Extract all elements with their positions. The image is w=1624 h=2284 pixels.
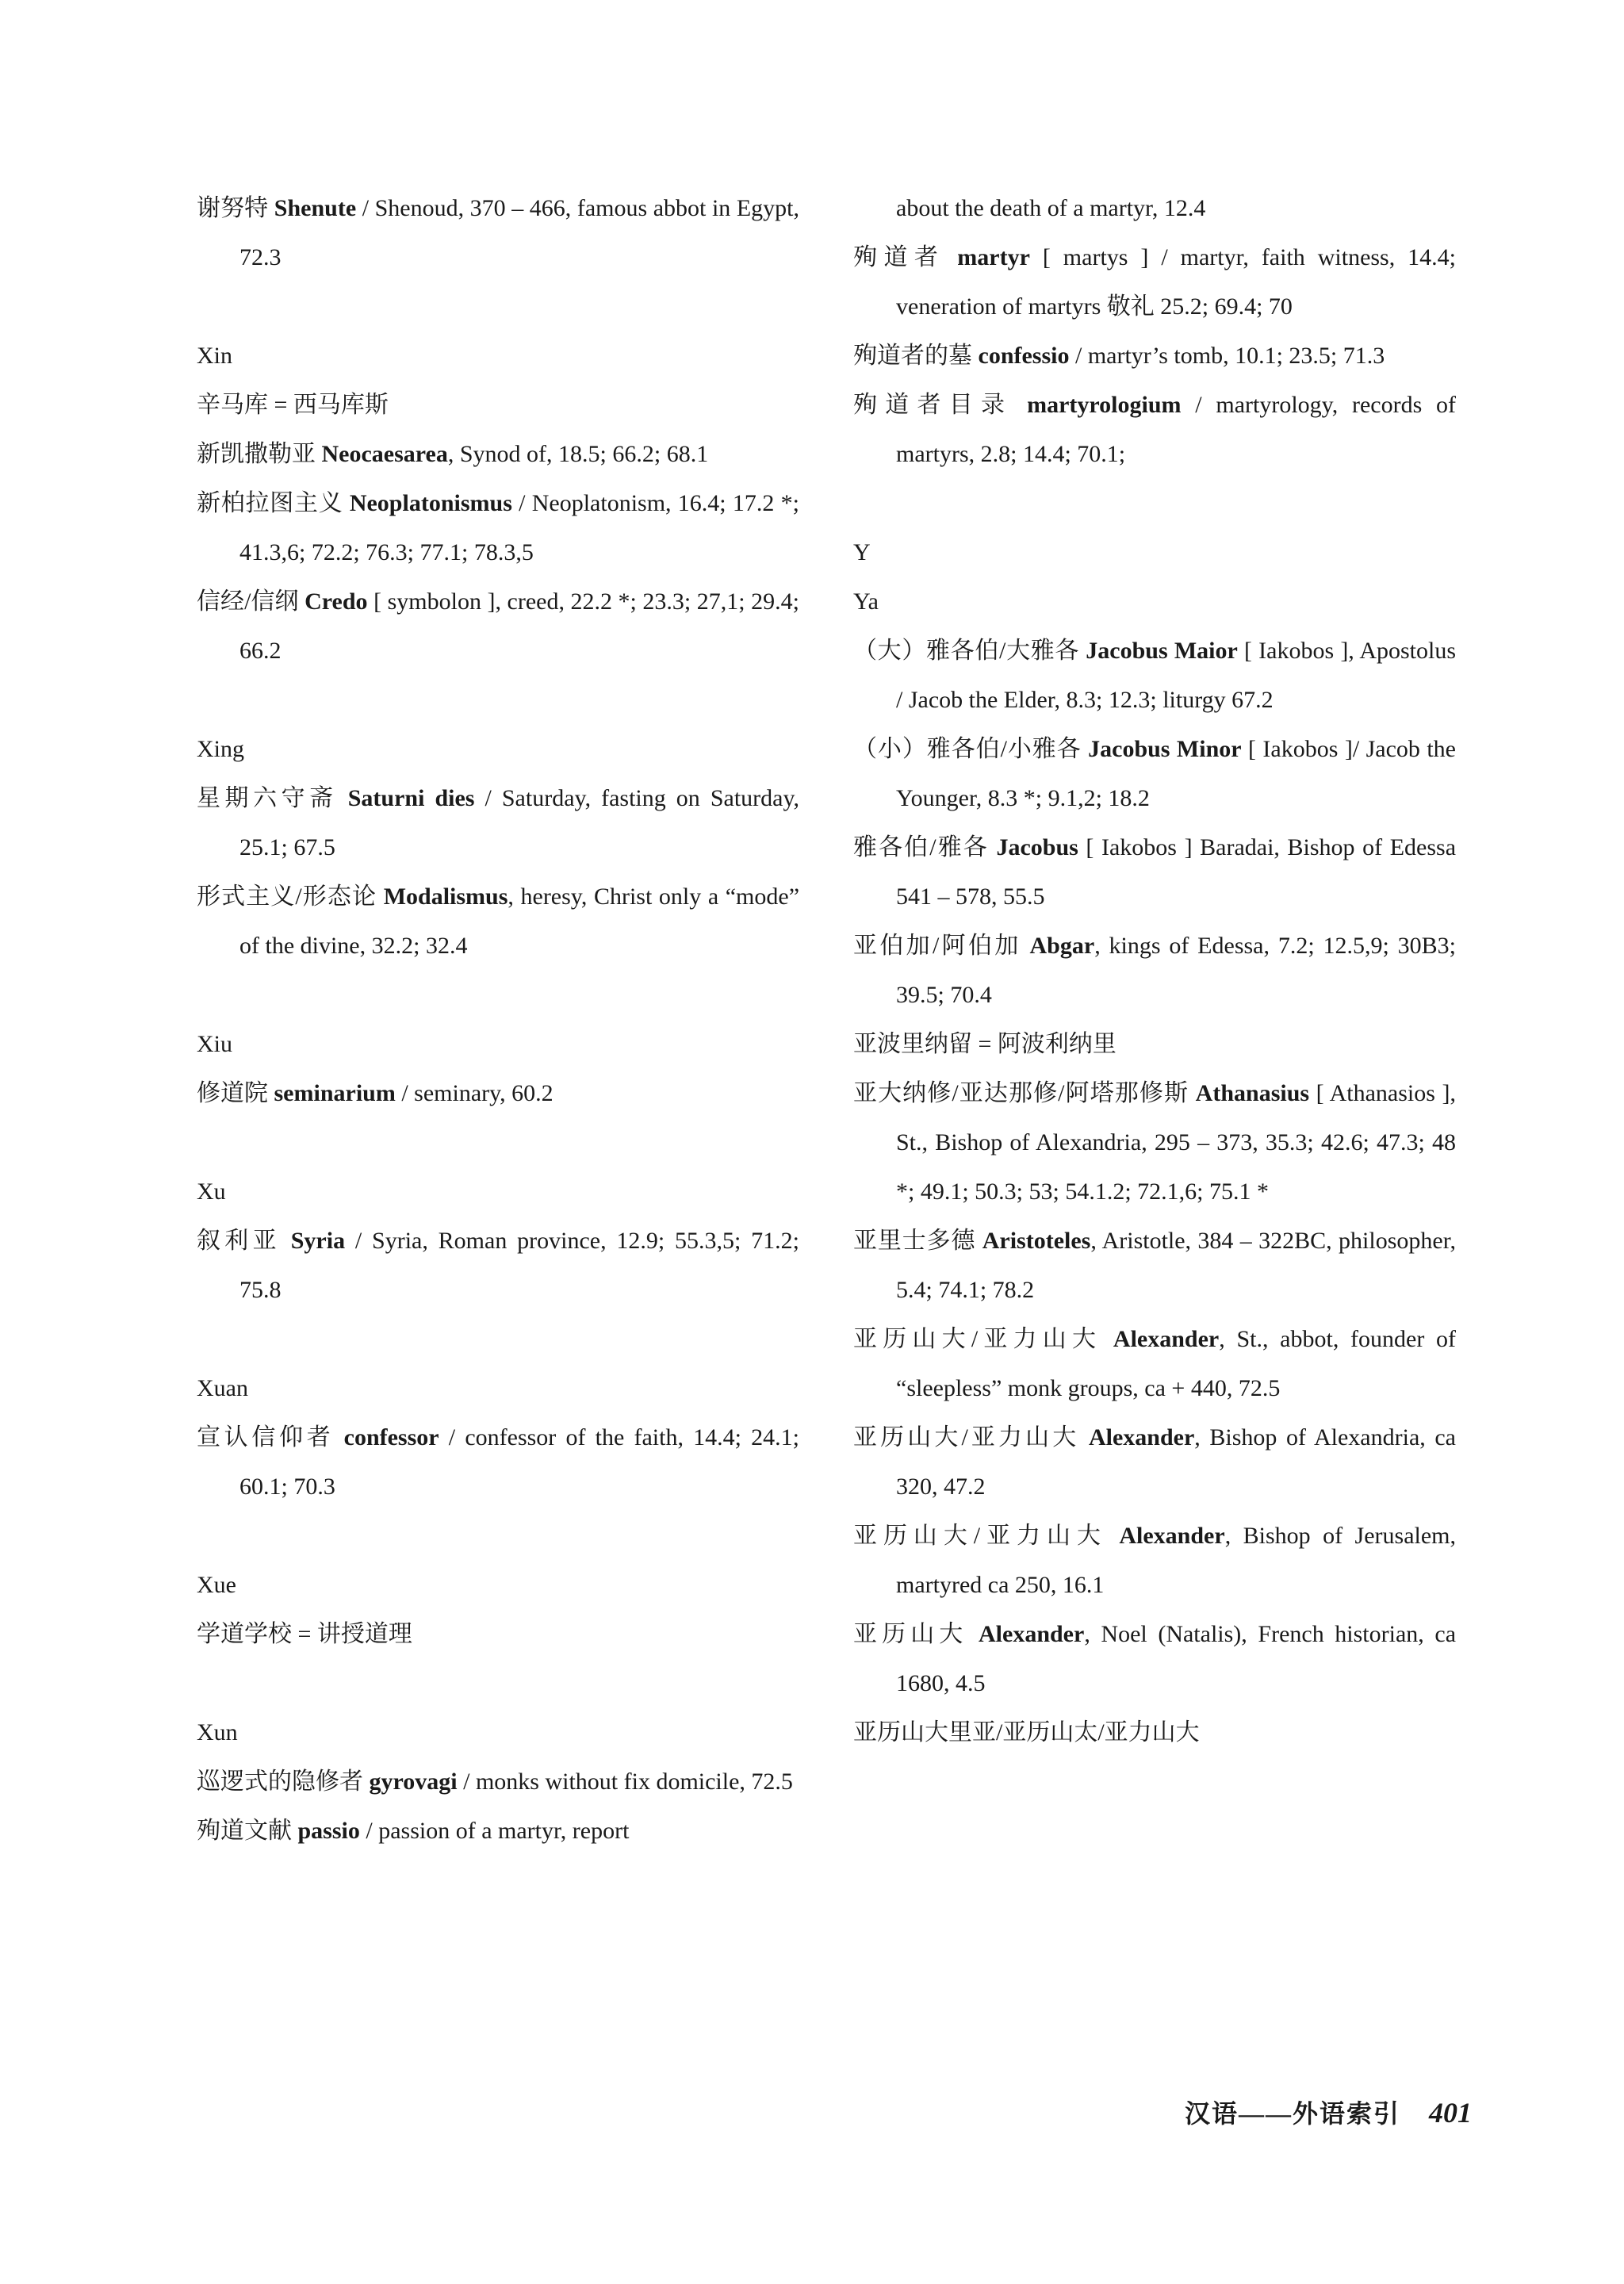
index-entry bbox=[853, 233, 1456, 331]
index-entry bbox=[197, 1069, 799, 1118]
index-entry bbox=[197, 1217, 799, 1315]
index-entry bbox=[853, 823, 1456, 922]
entry-term: Alexander bbox=[1119, 1523, 1225, 1549]
entry-term: Jacobus bbox=[996, 834, 1078, 860]
left-column bbox=[197, 184, 799, 1856]
pinyin-heading: Xiu bbox=[197, 1031, 232, 1057]
pinyin-heading: Xu bbox=[197, 1178, 226, 1205]
entry-body: [ Iakobos ]/ Jacob the Younger, 8.3 *; 9.1,2; 18.2 bbox=[896, 736, 1456, 811]
entry-body: , Bishop of Alexandria, ca 320, 47.2 bbox=[896, 1424, 1457, 1500]
index-entry bbox=[197, 1413, 799, 1512]
entry-body: / Saturday, fasting on Saturday, 25.1; 67.5 bbox=[239, 785, 800, 860]
index-entry bbox=[197, 872, 799, 971]
entry-head: 殉道者 bbox=[853, 244, 945, 270]
entry-body: [ Iakobos ], Apostolus / Jacob the Elder, 8.3; 12.3; liturgy 67.2 bbox=[896, 638, 1457, 713]
entry-body: / Syria, Roman province, 12.9; 55.3,5; 71.2; 75.8 bbox=[239, 1228, 800, 1303]
entry-head: 亚历山大 bbox=[853, 1621, 968, 1647]
pinyin-heading: Xue bbox=[197, 1572, 236, 1598]
entry-term: Modalismus bbox=[383, 883, 508, 910]
entry-term: Alexander bbox=[979, 1621, 1085, 1647]
entry-head: 信经/信纲 bbox=[197, 588, 299, 615]
entry-head: 亚历山大/亚力山大 bbox=[853, 1523, 1107, 1549]
entry-term: Alexander bbox=[1113, 1326, 1220, 1352]
entry-head: 亚历山大/亚力山大 bbox=[853, 1424, 1080, 1450]
pinyin-heading: Xing bbox=[197, 736, 244, 762]
entry-head: 星期六守斋 bbox=[197, 785, 338, 811]
index-entry bbox=[197, 479, 799, 577]
entry-head: 殉道者目录 bbox=[853, 392, 1013, 418]
index-entry bbox=[197, 1807, 799, 1856]
entry-body: / Neoplatonism, 16.4; 17.2 *; 41.3,6; 72.2; 76.3; 77.1; 78.3,5 bbox=[239, 490, 799, 565]
entry-term: Athanasius bbox=[1195, 1080, 1310, 1106]
entry-head: 亚伯加/阿伯加 bbox=[853, 933, 1021, 959]
page-footer bbox=[1185, 2094, 1472, 2130]
entry-term: Jacobus Minor bbox=[1088, 736, 1242, 762]
entry-body: [ symbolon ], creed, 22.2 *; 23.3; 27,1; 29.4; 66.2 bbox=[239, 588, 800, 664]
index-entry bbox=[197, 1757, 799, 1807]
entry-head: 亚里士多德 bbox=[853, 1228, 976, 1254]
entry-body: , heresy, Christ only a “mode” of the divine, 32.2; 32.4 bbox=[239, 883, 800, 959]
index-entry bbox=[197, 774, 799, 872]
entry-term: martyr bbox=[957, 244, 1030, 270]
entry-head: 殉道者的墓 bbox=[853, 343, 972, 369]
index-entry bbox=[853, 1217, 1456, 1315]
entry-head: 形式主义/形态论 bbox=[197, 883, 377, 910]
index-entry bbox=[197, 577, 799, 676]
entry-body: / monks without fix domicile, 72.5 bbox=[457, 1769, 793, 1795]
pinyin-heading: Xuan bbox=[197, 1375, 248, 1401]
index-entry bbox=[197, 184, 799, 282]
entry-head: 亚波里纳留 = 阿波利纳里 bbox=[853, 1031, 1116, 1057]
index-entry bbox=[197, 381, 799, 430]
entry-term: Credo bbox=[304, 588, 368, 615]
index-entry bbox=[197, 1610, 799, 1659]
entry-head: （大）雅各伯/大雅各 bbox=[853, 638, 1080, 664]
entry-term: martyrologium bbox=[1027, 392, 1182, 418]
index-entry bbox=[853, 922, 1456, 1020]
index-entry bbox=[853, 381, 1456, 479]
entry-head: 亚历山大/亚力山大 bbox=[853, 1326, 1102, 1352]
entry-head: 叙利亚 bbox=[197, 1228, 281, 1254]
pinyin-heading: Xun bbox=[197, 1719, 238, 1746]
index-entry bbox=[853, 627, 1456, 725]
entry-continuation: about the death of a martyr, 12.4 bbox=[896, 195, 1206, 221]
entry-term: Shenute bbox=[274, 195, 357, 221]
entry-term: confessio bbox=[978, 343, 1070, 369]
letter-heading: Y bbox=[853, 539, 871, 565]
entry-head: 新凯撒勒亚 bbox=[197, 441, 316, 467]
entry-body: / passion of a martyr, report bbox=[359, 1818, 630, 1844]
entry-body: / Shenoud, 370 – 466, famous abbot in Egypt, 72.3 bbox=[239, 195, 800, 270]
entry-head: 雅各伯/雅各 bbox=[853, 834, 989, 860]
entry-head: （小）雅各伯/小雅各 bbox=[853, 736, 1082, 762]
entry-body: , St., abbot, founder of “sleepless” monk groups, ca + 440, 72.5 bbox=[896, 1326, 1457, 1401]
page-number: 401 bbox=[1429, 2097, 1473, 2129]
entry-body: / seminary, 60.2 bbox=[395, 1080, 553, 1106]
entry-term: Neoplatonismus bbox=[349, 490, 512, 516]
entry-head: 谢努特 bbox=[197, 195, 269, 221]
entry-body: / martyrology, records of martyrs, 2.8; 14.4; 70.1; bbox=[896, 392, 1457, 467]
index-entry bbox=[853, 1020, 1456, 1069]
entry-body: [ Athanasios ], St., Bishop of Alexandria, 295 – 373, 35.3; 42.6; 47.3; 48 *; 49.1; 50.3; 53; 54.1.2; 72.1,6; 75.1 * bbox=[896, 1080, 1456, 1205]
entry-body: , Noel (Natalis), French historian, ca 1680, 4.5 bbox=[896, 1621, 1457, 1696]
entry-head: 亚大纳修/亚达那修/阿塔那修斯 bbox=[853, 1080, 1189, 1106]
index-entry bbox=[853, 1413, 1456, 1512]
index-entry bbox=[853, 1610, 1456, 1708]
index-entry bbox=[853, 1512, 1456, 1610]
entry-body: , Bishop of Jerusalem, martyred ca 250, 16.1 bbox=[896, 1523, 1457, 1598]
entry-term: Aristoteles bbox=[982, 1228, 1091, 1254]
pinyin-heading: Ya bbox=[853, 588, 879, 615]
entry-term: Abgar bbox=[1029, 933, 1095, 959]
entry-head: 新柏拉图主义 bbox=[197, 490, 343, 516]
pinyin-heading: Xin bbox=[197, 343, 232, 369]
index-entry bbox=[853, 331, 1456, 381]
index-entry bbox=[197, 430, 799, 479]
entry-body: [ Iakobos ] Baradai, Bishop of Edessa 541 – 578, 55.5 bbox=[896, 834, 1457, 910]
index-entry bbox=[853, 725, 1456, 823]
entry-term: Saturni dies bbox=[347, 785, 475, 811]
index-entry bbox=[853, 1069, 1456, 1217]
running-title: 汉语——外语索引 bbox=[1185, 2099, 1401, 2128]
entry-term: gyrovagi bbox=[369, 1769, 458, 1795]
index-entry bbox=[853, 1315, 1456, 1413]
entry-body: [ martys ] / martyr, faith witness, 14.4; veneration of martyrs 敬礼 25.2; 69.4; 70 bbox=[896, 244, 1457, 320]
entry-head: 巡逻式的隐修者 bbox=[197, 1769, 363, 1795]
entry-body: , Aristotle, 384 – 322BC, philosopher, 5.4; 74.1; 78.2 bbox=[896, 1228, 1457, 1303]
entry-body: , Synod of, 18.5; 66.2; 68.1 bbox=[447, 441, 709, 467]
entry-term: Neocaesarea bbox=[321, 441, 448, 467]
entry-head: 宣认信仰者 bbox=[197, 1424, 335, 1450]
right-column bbox=[853, 184, 1456, 1757]
entry-head: 殉道文献 bbox=[197, 1818, 292, 1844]
entry-term: Jacobus Maior bbox=[1086, 638, 1238, 664]
entry-term: Alexander bbox=[1088, 1424, 1195, 1450]
entry-body: / confessor of the faith, 14.4; 24.1; 60.1; 70.3 bbox=[239, 1424, 799, 1500]
entry-term: confessor bbox=[343, 1424, 439, 1450]
entry-head: 辛马库 = 西马库斯 bbox=[197, 392, 389, 418]
entry-head: 修道院 bbox=[197, 1080, 268, 1106]
entry-term: Syria bbox=[290, 1228, 346, 1254]
entry-body: / martyr’s tomb, 10.1; 23.5; 71.3 bbox=[1069, 343, 1385, 369]
entry-term: seminarium bbox=[274, 1080, 396, 1106]
index-entry bbox=[853, 1708, 1456, 1757]
entry-head: 亚历山大里亚/亚历山太/亚力山大 bbox=[853, 1719, 1200, 1746]
entry-term: passio bbox=[297, 1818, 360, 1844]
entry-head: 学道学校 = 讲授道理 bbox=[197, 1621, 412, 1647]
entry-body: , kings of Edessa, 7.2; 12.5,9; 30B3; 39.5; 70.4 bbox=[896, 933, 1457, 1008]
